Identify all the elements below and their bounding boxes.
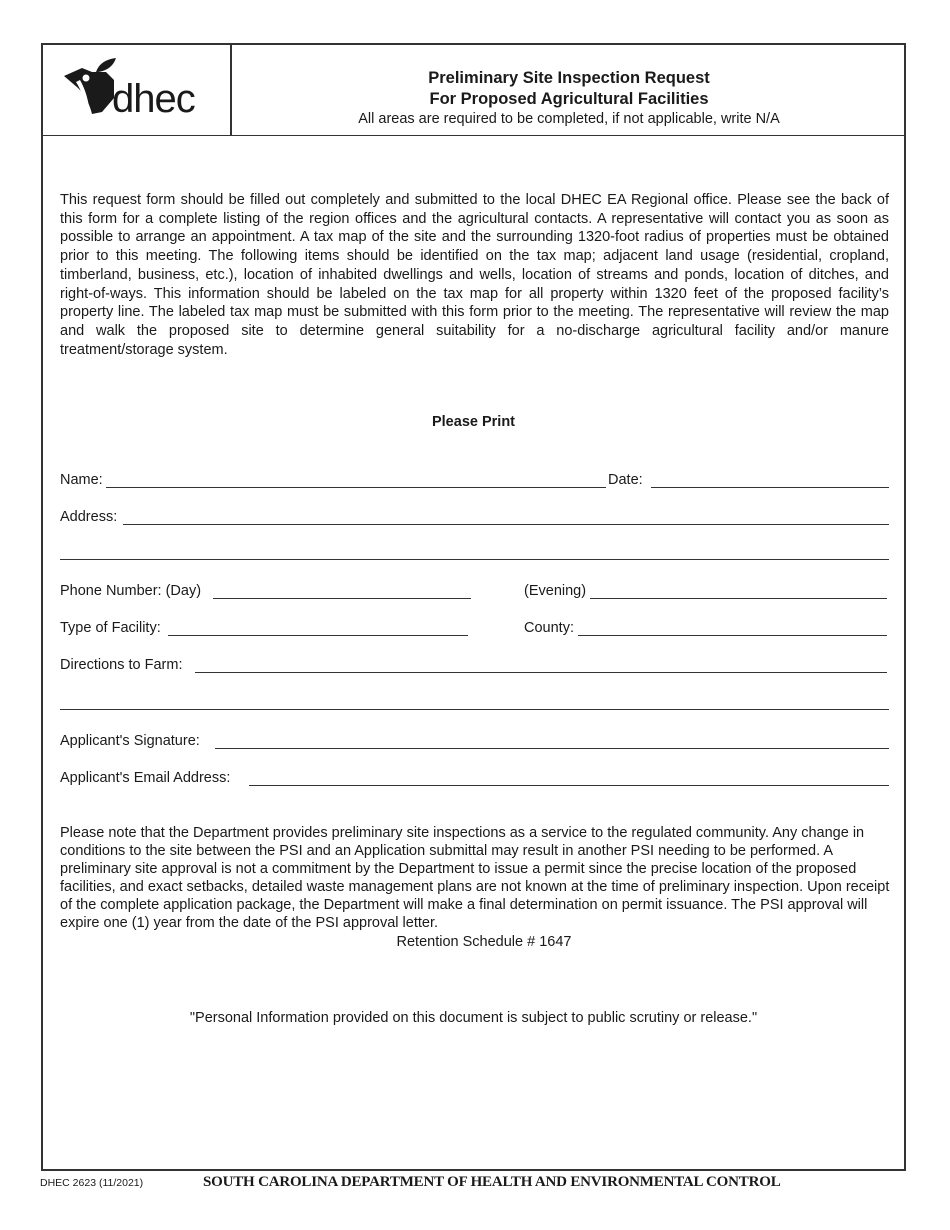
directions-field[interactable] — [195, 672, 887, 673]
name-label: Name: — [60, 472, 103, 488]
address-field[interactable] — [123, 524, 889, 525]
retention-schedule: Retention Schedule # 1647 — [396, 934, 572, 950]
date-field[interactable] — [651, 487, 889, 488]
county-label: County: — [524, 620, 574, 636]
email-field[interactable] — [249, 785, 889, 786]
phone-day-label: Phone Number: (Day) — [60, 583, 202, 599]
facility-type-field[interactable] — [168, 635, 468, 636]
name-field[interactable] — [106, 487, 606, 488]
please-print-heading: Please Print — [431, 414, 515, 430]
svg-text:dhec: dhec — [112, 77, 195, 118]
form-subtitle: All areas are required to be completed, if not applicable, write N/A — [358, 111, 780, 127]
phone-evening-label: (Evening) — [524, 583, 587, 599]
phone-day-field[interactable] — [213, 598, 471, 599]
address-label: Address: — [60, 509, 118, 525]
signature-field[interactable] — [215, 748, 889, 749]
email-label: Applicant's Email Address: — [60, 770, 231, 786]
agency-name: SOUTH CAROLINA DEPARTMENT OF HEALTH AND ENVIRONMENTAL CONTROL — [203, 1174, 781, 1190]
directions-label: Directions to Farm: — [60, 657, 183, 673]
privacy-notice: "Personal Information provided on this document is subject to public scrutiny or release." — [189, 1010, 758, 1026]
form-title-line2: For Proposed Agricultural Facilities — [429, 90, 709, 108]
notice-paragraph: Please note that the Department provides preliminary site inspections as a service to the regulated community. Any change in conditions to the site between the PSI and an Application submittal may result in another PSI needing to be performed. A preliminary site approval is not a commitment by the Department to issue a permit since the precise location of the proposed facilities, and exact setbacks, detailed waste management plans are not known at the time of preliminary inspection. Upon receipt of the complete application package, the Department will make a final determination on permit issuance. The PSI approval will expire one (1) year from the date of the PSI approval letter. — [60, 825, 890, 931]
directions-field-line2[interactable] — [60, 709, 889, 710]
dhec-logo — [62, 58, 212, 118]
date-label: Date: — [608, 472, 643, 488]
signature-label: Applicant's Signature: — [60, 733, 200, 749]
intro-paragraph: This request form should be filled out completely and submitted to the local DHEC EA Regional office. Please see the back of this form for a complete listing of the region offices and the agricultural contacts. A representative will contact you as soon as possible to arrange an appointment. A tax map of the site and the surrounding 1320-foot radius of properties must be obtained prior to this meeting. The following items should be identified on the tax map; adjacent land usage (residential, cropland, timberland, business, etc.), location of inhabited dwellings and wells, location of streams and ponds, location of ditches, and right-of-ways. This information should be labeled on the tax map for all property within 1320 feet of the proposed facility’s property line. The labeled tax map must be submitted with this form prior to the meeting. The representative will review the map and walk the proposed site to determine general suitability for a no-discharge agricultural facility and/or manure treatment/storage system. — [60, 192, 889, 358]
phone-evening-field[interactable] — [590, 598, 887, 599]
address-field-line2[interactable] — [60, 559, 889, 560]
form-id: DHEC 2623 (11/2021) — [40, 1177, 144, 1189]
facility-type-label: Type of Facility: — [60, 620, 161, 636]
form-title: Preliminary Site Inspection Request — [428, 69, 710, 87]
county-field[interactable] — [578, 635, 887, 636]
